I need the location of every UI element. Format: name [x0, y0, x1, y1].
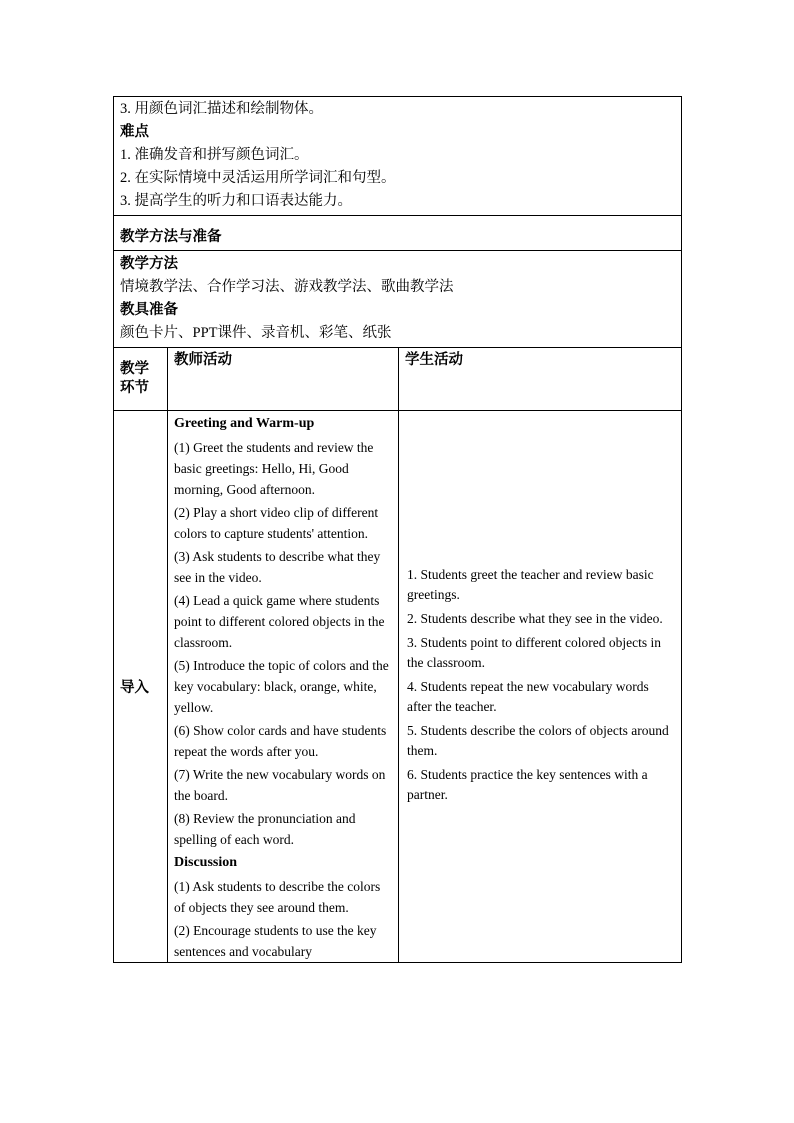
teacher-item: (1) Greet the students and review the basic greetings: Hello, Hi, Good morning, Good afternoon.	[174, 440, 374, 497]
top-line-3: 1. 准确发音和拼写颜色词汇。	[120, 147, 309, 163]
teacher-item: (2) Encourage students to use the key sentences and vocabulary	[174, 923, 377, 959]
student-item: 1. Students greet the teacher and review basic greetings.	[407, 566, 654, 602]
section-title: 教学方法与准备	[114, 216, 682, 251]
method-text: 情境教学法、合作学习法、游戏教学法、歌曲教学法	[120, 279, 454, 295]
tools-text: 颜色卡片、PPT课件、录音机、彩笔、纸张	[120, 325, 392, 341]
header-student: 学生活动	[399, 348, 682, 411]
teacher-item: Greeting and Warm-up	[174, 416, 315, 431]
difficulties-block	[114, 97, 682, 216]
teacher-item: Discussion	[174, 855, 238, 870]
teacher-item: (6) Show color cards and have students repeat the words after you.	[174, 723, 387, 759]
table-row	[114, 411, 682, 963]
difficulties-label: 难点	[120, 124, 149, 140]
tools-label: 教具准备	[120, 302, 178, 318]
top-line-5: 3. 提高学生的听力和口语表达能力。	[120, 193, 352, 209]
lesson-plan-table	[113, 96, 682, 963]
method-label: 教学方法	[120, 256, 178, 272]
stage-name: 导入	[114, 411, 168, 963]
student-item: 5. Students describe the colors of objects around them.	[407, 722, 669, 758]
student-item: 6. Students practice the key sentences with a partner.	[407, 766, 648, 802]
methods-block	[114, 251, 682, 348]
header-stage: 教学环节	[114, 348, 168, 411]
teacher-item: (2) Play a short video clip of different colors to capture students' attention.	[174, 505, 379, 541]
teacher-item: (5) Introduce the topic of colors and the key vocabulary: black, orange, white, yellow.	[174, 658, 389, 715]
top-line-1: 3. 用颜色词汇描述和绘制物体。	[120, 101, 323, 117]
teacher-item: (4) Lead a quick game where students point to different colored objects in the classroom.	[174, 593, 385, 650]
teacher-activities	[168, 411, 399, 963]
table-header-row	[114, 348, 682, 411]
header-teacher: 教师活动	[168, 348, 399, 411]
teacher-item: (1) Ask students to describe the colors of objects they see around them.	[174, 879, 381, 915]
student-item: 3. Students point to different colored objects in the classroom.	[407, 634, 661, 670]
student-item: 4. Students repeat the new vocabulary words after the teacher.	[407, 678, 649, 714]
top-line-4: 2. 在实际情境中灵活运用所学词汇和句型。	[120, 170, 396, 186]
teacher-item: (8) Review the pronunciation and spelling of each word.	[174, 811, 356, 847]
student-item: 2. Students describe what they see in the video.	[407, 610, 663, 626]
teacher-item: (7) Write the new vocabulary words on the board.	[174, 767, 386, 803]
teacher-item: (3) Ask students to describe what they see in the video.	[174, 549, 381, 585]
student-activities	[399, 411, 682, 963]
